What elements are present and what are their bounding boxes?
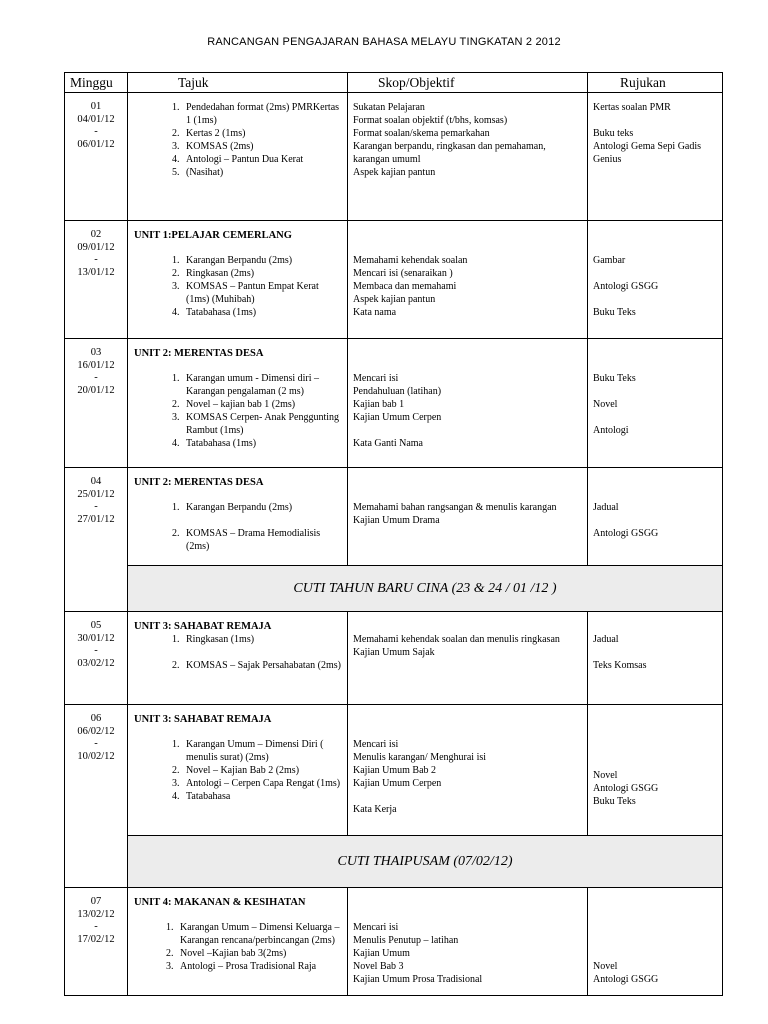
week-end: 20/01/12 — [77, 384, 115, 396]
unit-title: UNIT 1:PELAJAR CEMERLANG — [134, 230, 292, 241]
skop-line: Memahami kehendak soalan dan menulis ringkasan — [353, 634, 560, 645]
tajuk-cell — [128, 468, 348, 566]
week-number: 06 — [90, 713, 102, 724]
week-start: 25/01/12 — [77, 488, 115, 500]
rujukan-line: Teks Komsas — [593, 660, 647, 671]
list-item: 2. KOMSAS – Drama Hemodialisis (2ms) — [182, 527, 343, 553]
skop-line: Menulis karangan/ Menghurai isi — [353, 752, 487, 763]
list-item: 4. Tatabahasa — [182, 790, 343, 803]
header-minggu: Minggu — [65, 73, 128, 93]
skop-line: Kata Kerja — [353, 804, 397, 815]
skop-cell — [348, 888, 588, 996]
unit-title: UNIT 4: MAKANAN & KESIHATAN — [134, 897, 306, 908]
list-item: 2. KOMSAS – Sajak Persahabatan (2ms) — [182, 659, 343, 672]
week-dash: - — [94, 501, 98, 512]
holiday-label: CUTI TAHUN BARU CINA (23 & 24 / 01 /12 ) — [128, 566, 723, 612]
week-cell — [65, 93, 128, 221]
skop-line: Kajian Umum — [353, 948, 410, 959]
skop-line: Kajian Umum Cerpen — [353, 412, 442, 423]
week-row — [65, 888, 723, 996]
skop-cell — [348, 705, 588, 836]
document-title: RANCANGAN PENGAJARAN BAHASA MELAYU TINGKATAN 2 2012 — [207, 36, 561, 48]
week-dash: - — [94, 372, 98, 383]
list-item: 1. Karangan Umum – Dimensi Keluarga – Karangan rencana/perbincangan (2ms) — [176, 921, 343, 947]
week-row — [65, 612, 723, 705]
rujukan-line: Buku Teks — [593, 796, 636, 807]
list-item: 4. Antologi – Pantun Dua Kerat — [182, 153, 343, 166]
week-end: 13/01/12 — [77, 266, 115, 278]
list-item: 2. Novel –Kajian bab 3(2ms) — [176, 947, 343, 960]
holiday-row — [65, 566, 723, 612]
tajuk-list — [134, 254, 343, 319]
skop-line: Kata nama — [353, 307, 397, 318]
rujukan-cell — [588, 221, 723, 339]
tajuk-cell — [128, 705, 348, 836]
rujukan-line: Buku Teks — [593, 307, 636, 318]
tajuk-cell — [128, 339, 348, 468]
week-cell — [65, 612, 128, 705]
skop-line: Kajian Umum Cerpen — [353, 778, 442, 789]
rujukan-line: Kertas soalan PMR — [593, 102, 671, 113]
week-row — [65, 339, 723, 468]
tajuk-cell — [128, 612, 348, 705]
skop-line: Menulis Penutup – latihan — [353, 935, 459, 946]
skop-line: Membaca dan memahami — [353, 281, 457, 292]
skop-line: Pendahuluan (latihan) — [353, 386, 442, 397]
skop-line: Memahami kehendak soalan — [353, 255, 468, 266]
header-rujukan: Rujukan — [588, 73, 723, 93]
skop-line: Kajian Umum Prosa Tradisional — [353, 974, 483, 985]
skop-line: Sukatan Pelajaran — [353, 102, 425, 113]
unit-title: UNIT 3: SAHABAT REMAJA — [134, 714, 272, 725]
rujukan-cell — [588, 468, 723, 566]
header-skop: Skop/Objektif — [348, 73, 588, 93]
skop-line: Mencari isi — [353, 739, 399, 750]
list-item: 1. Pendedahan format (2ms) PMRKertas 1 (1ms) — [182, 101, 343, 127]
skop-line: Format soalan objektif (t/bhs, komsas) — [353, 115, 508, 126]
tajuk-list — [134, 738, 343, 803]
week-dash: - — [94, 738, 98, 749]
list-item: 2. Kertas 2 (1ms) — [182, 127, 343, 140]
unit-title: UNIT 2: MERENTAS DESA — [134, 477, 264, 488]
skop-line: Karangan berpandu, ringkasan dan pemahaman, karangan umuml — [353, 141, 546, 165]
week-start: 16/01/12 — [77, 359, 115, 371]
rujukan-line: Novel — [593, 399, 618, 410]
skop-line: Format soalan/skema pemarkahan — [353, 128, 490, 139]
rujukan-line: Jadual — [593, 502, 619, 513]
week-cell — [65, 888, 128, 996]
tajuk-list — [134, 101, 343, 179]
skop-line: Kajian Umum Drama — [353, 515, 440, 526]
unit-title: UNIT 3: SAHABAT REMAJA — [134, 621, 272, 632]
list-item: 2. Novel – kajian bab 1 (2ms) — [182, 398, 343, 411]
week-end: 06/01/12 — [77, 138, 115, 150]
list-item: 1. Karangan Berpandu (2ms) — [182, 501, 343, 514]
list-item: 3. KOMSAS Cerpen- Anak Penggunting Rambut (1ms) — [182, 411, 343, 437]
week-number: 03 — [90, 347, 102, 358]
list-item: 4. Tatabahasa (1ms) — [182, 306, 343, 319]
week-number: 05 — [90, 620, 102, 631]
skop-line: Mencari isi — [353, 922, 399, 933]
week-dash: - — [94, 921, 98, 932]
week-dash: - — [94, 126, 98, 137]
skop-cell — [348, 339, 588, 468]
week-dash: - — [94, 645, 98, 656]
week-row — [65, 221, 723, 339]
list-item: 2. Ringkasan (2ms) — [182, 267, 343, 280]
tajuk-cell — [128, 93, 348, 221]
rujukan-cell — [588, 705, 723, 836]
week-number: 01 — [90, 101, 102, 112]
list-item: 1. Karangan Berpandu (2ms) — [182, 254, 343, 267]
rujukan-line: Antologi GSGG — [593, 974, 659, 985]
tajuk-list — [134, 372, 343, 450]
tajuk-list — [134, 633, 343, 672]
skop-line: Mencari isi — [353, 373, 399, 384]
rujukan-line: Gambar — [593, 255, 626, 266]
week-end: 17/02/12 — [77, 933, 115, 945]
rujukan-line: Antologi GSGG — [593, 528, 659, 539]
lesson-plan-table — [64, 72, 723, 996]
skop-line: Kata Ganti Nama — [353, 438, 423, 449]
rujukan-cell — [588, 339, 723, 468]
week-number: 07 — [90, 896, 102, 907]
week-start: 30/01/12 — [77, 632, 115, 644]
skop-line: Kajian bab 1 — [353, 399, 405, 410]
holiday-row — [65, 836, 723, 888]
week-cell — [65, 468, 128, 612]
week-cell — [65, 221, 128, 339]
list-item: 1. Karangan umum - Dimensi diri – Karangan pengalaman (2 ms) — [182, 372, 343, 398]
week-cell — [65, 705, 128, 888]
week-number: 04 — [90, 476, 102, 487]
list-item: 4. Tatabahasa (1ms) — [182, 437, 343, 450]
rujukan-line: Novel — [593, 961, 618, 972]
week-end: 27/01/12 — [77, 513, 115, 525]
week-start: 06/02/12 — [77, 725, 115, 737]
skop-cell — [348, 468, 588, 566]
skop-line: Aspek kajian pantun — [353, 167, 436, 178]
tajuk-list — [134, 921, 343, 973]
list-item: 3. KOMSAS – Pantun Empat Kerat (1ms) (Muhibah) — [182, 280, 343, 306]
week-number: 02 — [90, 229, 102, 240]
header-tajuk: Tajuk — [128, 73, 348, 93]
rujukan-cell — [588, 888, 723, 996]
week-end: 10/02/12 — [77, 750, 115, 762]
unit-title: UNIT 2: MERENTAS DESA — [134, 348, 264, 359]
rujukan-line: Antologi — [593, 425, 629, 436]
list-item: 3. KOMSAS (2ms) — [182, 140, 343, 153]
header-row — [65, 73, 723, 93]
rujukan-line: Jadual — [593, 634, 619, 645]
skop-line: Aspek kajian pantun — [353, 294, 436, 305]
skop-line: Mencari isi (senaraikan ) — [353, 268, 453, 279]
rujukan-line: Antologi GSGG — [593, 281, 659, 292]
list-item: 1. Ringkasan (1ms) — [182, 633, 343, 646]
list-item: 1. Karangan Umum – Dimensi Diri ( menulis surat) (2ms) — [182, 738, 343, 764]
tajuk-cell — [128, 221, 348, 339]
week-start: 04/01/12 — [77, 113, 115, 125]
rujukan-line: Antologi GSGG — [593, 783, 659, 794]
rujukan-line: Buku Teks — [593, 373, 636, 384]
skop-line: Kajian Umum Bab 2 — [353, 765, 437, 776]
skop-line: Memahami bahan rangsangan & menulis karangan — [353, 502, 557, 513]
skop-line: Kajian Umum Sajak — [353, 647, 435, 658]
week-row — [65, 705, 723, 836]
rujukan-line: Novel — [593, 770, 618, 781]
tajuk-cell — [128, 888, 348, 996]
week-row — [65, 93, 723, 221]
rujukan-line: Buku teks — [593, 128, 634, 139]
tajuk-list — [134, 501, 343, 553]
week-start: 09/01/12 — [77, 241, 115, 253]
week-start: 13/02/12 — [77, 908, 115, 920]
week-end: 03/02/12 — [77, 657, 115, 669]
list-item: 2. Novel – Kajian Bab 2 (2ms) — [182, 764, 343, 777]
week-cell — [65, 339, 128, 468]
rujukan-cell — [588, 93, 723, 221]
skop-cell — [348, 612, 588, 705]
rujukan-line: Antologi Gema Sepi Gadis Genius — [593, 141, 702, 165]
list-item: 3. Antologi – Cerpen Capa Rengat (1ms) — [182, 777, 343, 790]
list-item: 3. Antologi – Prosa Tradisional Raja — [176, 960, 343, 973]
week-dash: - — [94, 254, 98, 265]
skop-cell — [348, 221, 588, 339]
holiday-label: CUTI THAIPUSAM (07/02/12) — [128, 836, 723, 888]
rujukan-cell — [588, 612, 723, 705]
list-item: 5. (Nasihat) — [182, 166, 343, 179]
skop-line: Novel Bab 3 — [353, 961, 404, 972]
skop-cell — [348, 93, 588, 221]
week-row — [65, 468, 723, 566]
